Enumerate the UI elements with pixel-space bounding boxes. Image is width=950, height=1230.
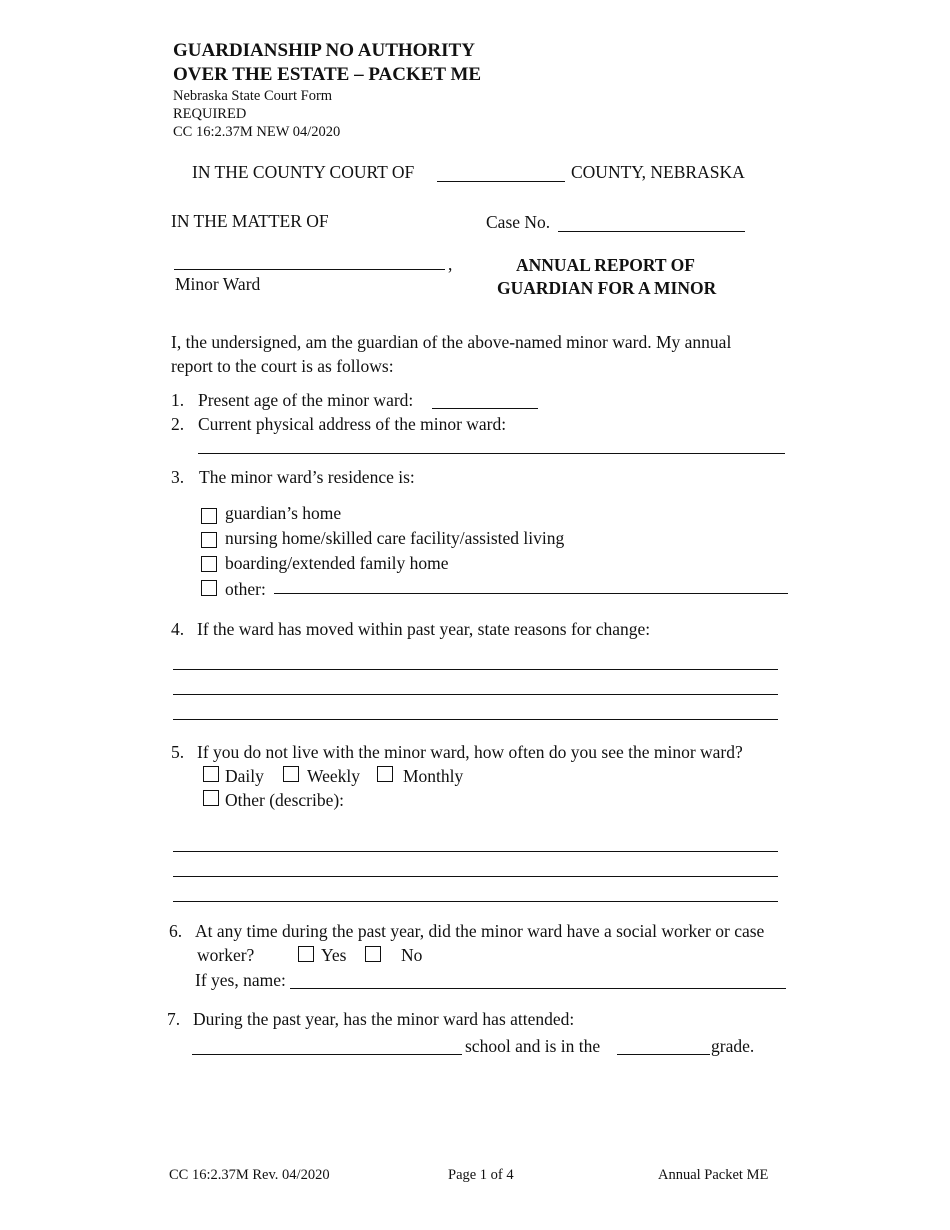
move-reason-line[interactable] [173, 694, 778, 695]
report-title-line1: ANNUAL REPORT OF [516, 255, 695, 275]
school-label: school and is in the [465, 1036, 601, 1056]
social-worker-yes-checkbox[interactable] [298, 946, 314, 962]
form-source: Nebraska State Court Form [173, 88, 333, 104]
form-title-line1: GUARDIANSHIP NO AUTHORITY [173, 40, 475, 61]
visit-daily-label: Daily [225, 766, 264, 786]
visit-other-checkbox[interactable] [203, 790, 219, 806]
social-worker-yes-label: Yes [321, 945, 347, 965]
court-prefix: IN THE COUNTY COURT OF [192, 162, 415, 182]
grade-label: grade. [711, 1036, 755, 1056]
visit-description-line[interactable] [173, 851, 778, 852]
q6-text-line1: At any time during the past year, did the minor ward have a social worker or case [195, 921, 765, 941]
residence-boarding-checkbox[interactable] [201, 556, 217, 572]
social-worker-no-checkbox[interactable] [365, 946, 381, 962]
social-worker-name-label: If yes, name: [195, 970, 286, 990]
grade-field[interactable] [617, 1054, 710, 1055]
residence-guardian-home-checkbox[interactable] [201, 508, 217, 524]
social-worker-no-label: No [401, 945, 423, 965]
intro-line2: report to the court is as follows: [171, 356, 394, 376]
visit-monthly-checkbox[interactable] [377, 766, 393, 782]
visit-weekly-checkbox[interactable] [283, 766, 299, 782]
ward-name-field[interactable] [174, 269, 445, 270]
visit-description-line[interactable] [173, 876, 778, 877]
form-code: CC 16:2.37M NEW 04/2020 [173, 124, 341, 140]
q7-text: During the past year, has the minor ward has attended: [193, 1009, 575, 1029]
q1-number: 1. [171, 390, 185, 410]
q5-text: If you do not live with the minor ward, how often do you see the minor ward? [197, 742, 743, 762]
q3-number: 3. [171, 467, 185, 487]
footer-packet-name: Annual Packet ME [658, 1167, 769, 1183]
q4-text: If the ward has moved within past year, state reasons for change: [197, 619, 651, 639]
social-worker-name-field[interactable] [290, 988, 786, 989]
move-reason-line[interactable] [173, 719, 778, 720]
ward-address-field[interactable] [198, 453, 785, 454]
minor-ward-label: Minor Ward [175, 274, 261, 294]
q2-text: Current physical address of the minor ward: [198, 414, 507, 434]
case-number-label: Case No. [486, 212, 551, 232]
case-number-field[interactable] [558, 231, 745, 232]
ward-comma: , [448, 254, 453, 274]
q2-number: 2. [171, 414, 185, 434]
form-required: REQUIRED [173, 106, 247, 122]
residence-other-field[interactable] [274, 593, 788, 594]
q5-number: 5. [171, 742, 185, 762]
q4-number: 4. [171, 619, 185, 639]
q1-text: Present age of the minor ward: [198, 390, 414, 410]
school-name-field[interactable] [192, 1054, 462, 1055]
county-field[interactable] [437, 181, 565, 182]
visit-daily-checkbox[interactable] [203, 766, 219, 782]
matter-label: IN THE MATTER OF [171, 211, 329, 231]
q7-number: 7. [167, 1009, 181, 1029]
q6-text-line2: worker? [197, 945, 255, 965]
visit-other-label: Other (describe): [225, 790, 345, 810]
q6-number: 6. [169, 921, 183, 941]
intro-line1: I, the undersigned, am the guardian of the above-named minor ward. My annual [171, 332, 732, 352]
residence-nursing-home-checkbox[interactable] [201, 532, 217, 548]
residence-option-label: guardian’s home [225, 503, 342, 523]
residence-option-label: other: [225, 579, 266, 599]
report-title-line2: GUARDIAN FOR A MINOR [497, 278, 717, 298]
footer-page-number: Page 1 of 4 [448, 1167, 514, 1183]
ward-age-field[interactable] [432, 408, 538, 409]
residence-option-label: boarding/extended family home [225, 553, 449, 573]
move-reason-line[interactable] [173, 669, 778, 670]
q3-text: The minor ward’s residence is: [199, 467, 415, 487]
court-suffix: COUNTY, NEBRASKA [571, 162, 745, 182]
residence-other-checkbox[interactable] [201, 580, 217, 596]
visit-monthly-label: Monthly [403, 766, 464, 786]
form-title-line2: OVER THE ESTATE – PACKET ME [173, 64, 482, 85]
footer-form-code: CC 16:2.37M Rev. 04/2020 [169, 1167, 330, 1183]
residence-option-label: nursing home/skilled care facility/assisted living [225, 528, 565, 548]
visit-weekly-label: Weekly [307, 766, 361, 786]
visit-description-line[interactable] [173, 901, 778, 902]
